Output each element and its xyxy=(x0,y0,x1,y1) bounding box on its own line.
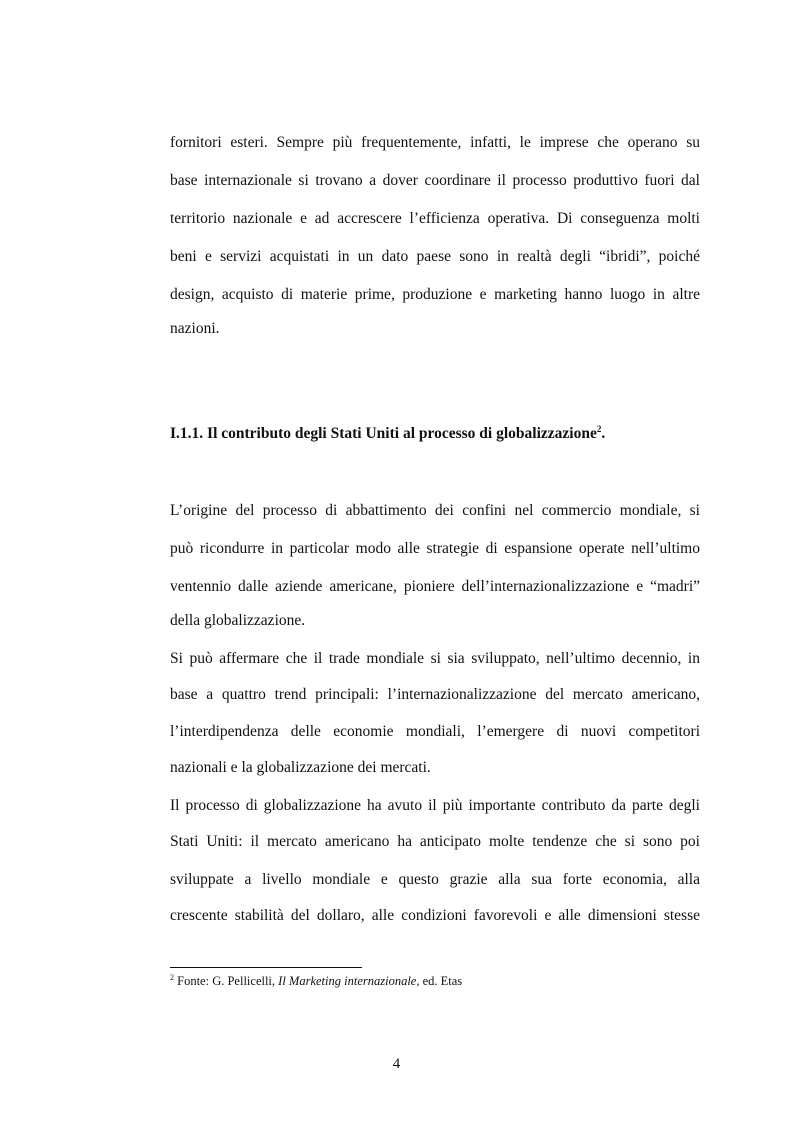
text-line: l’interdipendenza delle economie mondiali, l’emergere di nuovi competitori xyxy=(170,723,700,740)
text-line: base internazionale si trovano a dover coordinare il processo produttivo fuori dal xyxy=(170,172,700,189)
text-line: ventennio dalle aziende americane, pioniere dell’internazionalizzazione e “madri” xyxy=(170,578,700,595)
text-line: crescente stabilità del dollaro, alle condizioni favorevoli e alle dimensioni stesse xyxy=(170,907,700,924)
page-number: 4 xyxy=(392,1056,401,1072)
text-line: territorio nazionale e ad accrescere l’efficienza operativa. Di conseguenza molti xyxy=(170,210,700,227)
section-heading-trailing: . xyxy=(601,425,606,442)
footnote-prefix: Fonte: G. Pellicelli, xyxy=(174,974,279,988)
text-line: nazioni. xyxy=(170,320,220,337)
section-heading xyxy=(170,425,605,443)
footnote-suffix: , ed. Etas xyxy=(416,974,463,988)
text-line: design, acquisto di materie prime, produzione e marketing hanno luogo in altre xyxy=(170,286,700,303)
footnote-reference: 2 xyxy=(596,423,602,434)
text-line: sviluppate a livello mondiale e questo grazie alla sua forte economia, alla xyxy=(170,871,700,888)
section-heading-text: I.1.1. Il contributo degli Stati Uniti al processo di globalizzazione xyxy=(170,425,597,442)
text-line: Stati Uniti: il mercato americano ha anticipato molte tendenze che si sono poi xyxy=(170,833,700,850)
footnote-divider xyxy=(170,967,362,968)
text-line: della globalizzazione. xyxy=(170,612,306,629)
text-line: Si può affermare che il trade mondiale si sia sviluppato, nell’ultimo decennio, in xyxy=(170,650,700,667)
footnote xyxy=(170,974,462,989)
footnote-number: 2 xyxy=(170,972,174,982)
text-line: L’origine del processo di abbattimento dei confini nel commercio mondiale, si xyxy=(170,502,700,519)
text-line: può ricondurre in particolar modo alle strategie di espansione operate nell’ultimo xyxy=(170,540,700,557)
text-line: nazionali e la globalizzazione dei mercati. xyxy=(170,759,431,776)
text-line: beni e servizi acquistati in un dato paese sono in realtà degli “ibridi”, poiché xyxy=(170,248,700,265)
footnote-book-title: Il Marketing internazionale xyxy=(278,974,417,988)
text-line: fornitori esteri. Sempre più frequentemente, infatti, le imprese che operano su xyxy=(170,134,700,151)
text-line: Il processo di globalizzazione ha avuto il più importante contributo da parte degli xyxy=(170,797,700,814)
text-line: base a quattro trend principali: l’internazionalizzazione del mercato americano, xyxy=(170,686,700,703)
